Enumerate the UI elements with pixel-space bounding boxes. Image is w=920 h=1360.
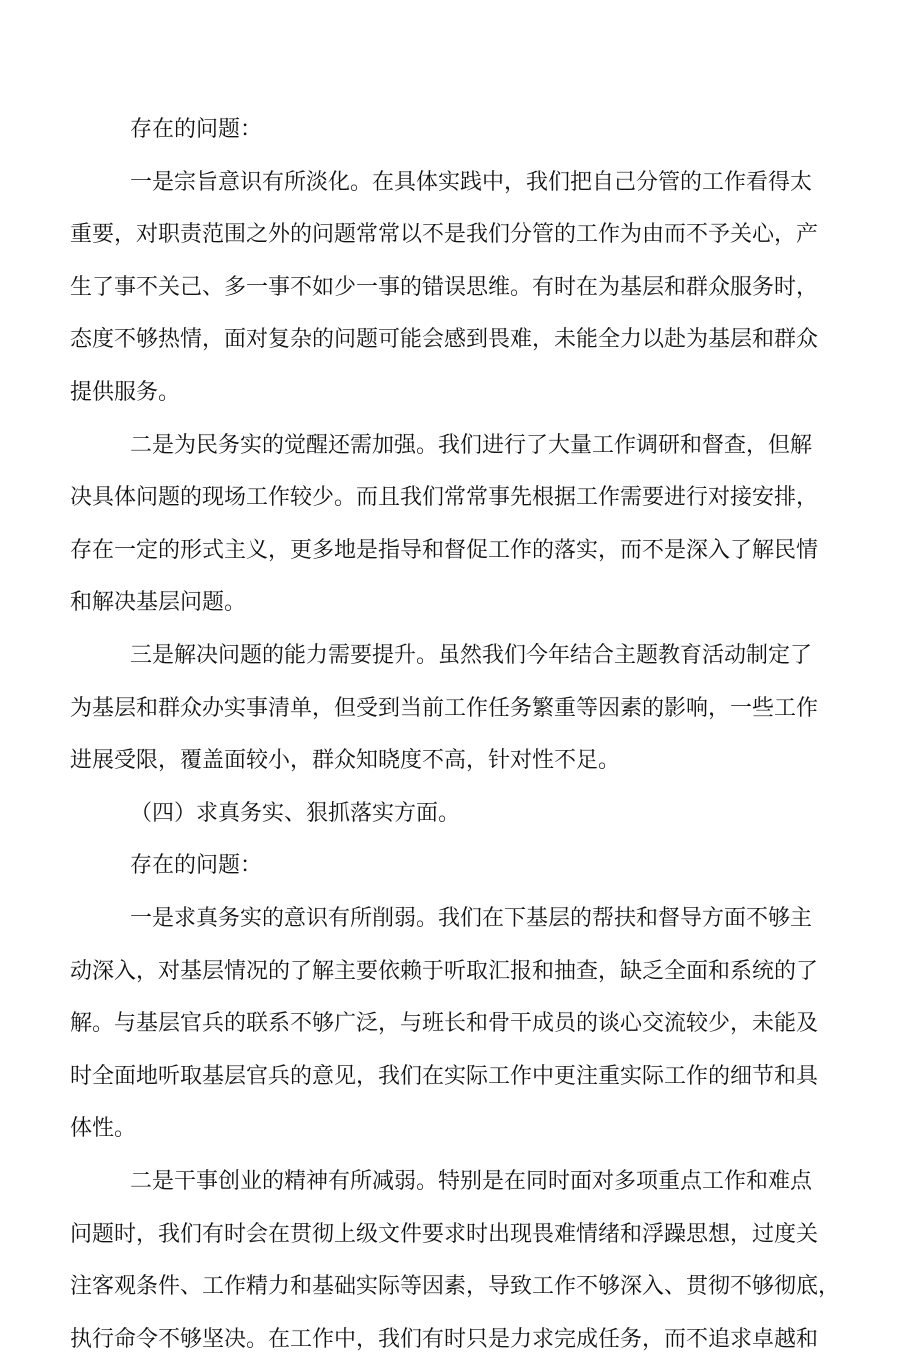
text-run: 执行命令不够坚决。在工作中，我们有时只是力求完成任务，而不追求卓越和 [70, 1327, 819, 1352]
paragraph-line [0, 583, 920, 623]
heading-line [0, 110, 920, 150]
paragraph-line [0, 426, 920, 466]
paragraph-line [0, 531, 920, 571]
text-run: （四）求真务实、狠抓落实方面。 [130, 801, 461, 826]
paragraph-line [0, 1162, 920, 1202]
text-run: 体性。 [70, 1116, 137, 1141]
paragraph-line [0, 1109, 920, 1149]
paragraph-line [0, 1320, 920, 1360]
text-run: 三是解决问题的能力需要提升。虽然我们今年结合主题教育活动制定了 [130, 643, 813, 668]
text-run: 生了事不关己、多一事不如少一事的错误思维。有时在为基层和群众服务时， [70, 275, 819, 300]
paragraph-line [0, 899, 920, 939]
text-run: 时全面地听取基层官兵的意见，我们在实际工作中更注重实际工作的细节和具 [70, 1064, 819, 1089]
text-run: 为基层和群众办实事清单，但受到当前工作任务繁重等因素的影响，一些工作 [70, 696, 819, 721]
paragraph-line [0, 636, 920, 676]
paragraph-line [0, 1004, 920, 1044]
heading-line [0, 846, 920, 886]
paragraph-line [0, 741, 920, 781]
paragraph-line [0, 373, 920, 413]
section-heading-line [0, 794, 920, 834]
paragraph-line [0, 478, 920, 518]
paragraph-line [0, 952, 920, 992]
paragraph-line [0, 215, 920, 255]
text-run: 解。与基层官兵的联系不够广泛，与班长和骨干成员的谈心交流较少，未能及 [70, 1011, 819, 1036]
text-run: 二是干事创业的精神有所减弱。特别是在同时面对多项重点工作和难点 [130, 1169, 813, 1194]
paragraph-line [0, 268, 920, 308]
text-run: 问题时，我们有时会在贯彻上级文件要求时出现畏难情绪和浮躁思想，过度关 [70, 1222, 819, 1247]
text-run: 存在的问题： [130, 853, 263, 878]
text-run: 决具体问题的现场工作较少。而且我们常常事先根据工作需要进行对接安排， [70, 485, 819, 510]
text-run: 动深入，对基层情况的了解主要依赖于听取汇报和抽查，缺乏全面和系统的了 [70, 959, 819, 984]
paragraph-line [0, 163, 920, 203]
paragraph-line [0, 320, 920, 360]
paragraph-line [0, 689, 920, 729]
text-run: 提供服务。 [70, 380, 181, 405]
text-run: 态度不够热情，面对复杂的问题可能会感到畏难，未能全力以赴为基层和群众 [70, 327, 819, 352]
text-run: 重要，对职责范围之外的问题常常以不是我们分管的工作为由而不予关心，产 [70, 222, 819, 247]
paragraph-line [0, 1267, 920, 1307]
text-run: 和解决基层问题。 [70, 590, 247, 615]
paragraph-line [0, 1057, 920, 1097]
text-run: 注客观条件、工作精力和基础实际等因素，导致工作不够深入、贯彻不够彻底， [70, 1274, 841, 1299]
text-run: 一是宗旨意识有所淡化。在具体实践中，我们把自己分管的工作看得太 [130, 170, 813, 195]
text-run: 存在一定的形式主义，更多地是指导和督促工作的落实，而不是深入了解民情 [70, 538, 819, 563]
text-run: 进展受限，覆盖面较小，群众知晓度不高，针对性不足。 [70, 748, 621, 773]
text-run: 存在的问题： [130, 117, 263, 142]
text-run: 二是为民务实的觉醒还需加强。我们进行了大量工作调研和督查，但解 [130, 433, 813, 458]
text-run: 一是求真务实的意识有所削弱。我们在下基层的帮扶和督导方面不够主 [130, 906, 813, 931]
paragraph-line [0, 1215, 920, 1255]
